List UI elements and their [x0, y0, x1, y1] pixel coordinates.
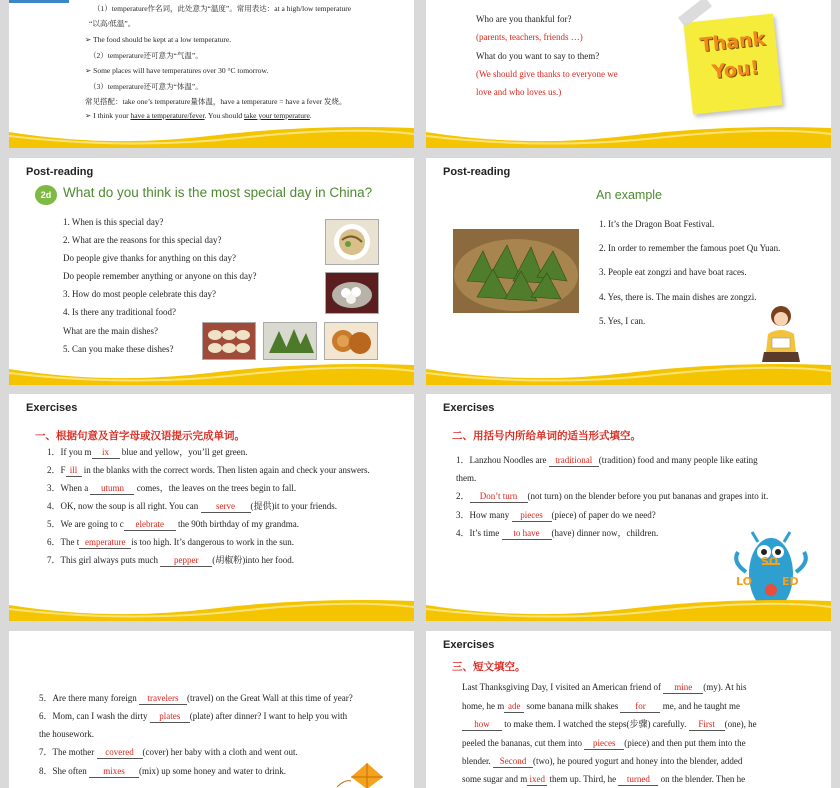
answer-item: 1. It’s the Dragon Boat Festival. [599, 219, 715, 229]
slide-thankful[interactable] [426, 0, 831, 148]
answer-blank[interactable]: serve [201, 500, 251, 513]
question-item: 4. Is there any traditional food? [63, 307, 176, 317]
row-text: 6．The t [47, 537, 80, 547]
row-text: comes，the leaves on the trees begin to fall. [134, 483, 297, 493]
slide-heading: Post-reading [26, 166, 94, 178]
row-text: 8．She often [39, 766, 89, 776]
exercise-row [456, 490, 768, 503]
question-item: Do people give thanks for anything on this day? [63, 253, 236, 263]
row-text: blender. [462, 756, 493, 766]
row-text: (piece) and then put them into the [624, 738, 746, 748]
row-text: in the blanks with the correct words. Then listen again and check your answers. [81, 465, 370, 475]
exercise-row [47, 500, 337, 513]
sentence-text: ➢ I think your [85, 111, 131, 120]
exercise-row [47, 446, 247, 459]
thank-you-note-text [691, 24, 776, 88]
question-item: 2. What are the reasons for this special day? [63, 235, 222, 245]
row-text: (my). At his [703, 682, 747, 692]
yellow-wave-decoration [9, 122, 414, 148]
main-question: What do you think is the most special day in China? [63, 185, 373, 200]
answer-blank[interactable]: emperature [79, 536, 131, 549]
row-text: 7．The mother [39, 747, 97, 757]
section-title: 一、根据句意及首字母或汉语提示完成单词。 [35, 430, 245, 442]
row-text: 4．OK, now the soup is all right. You can [47, 501, 201, 511]
answer-item: 4. Yes, there is. The main dishes are zongzi. [599, 292, 757, 302]
note-line-1: Thank [698, 27, 767, 57]
slide-temperature-notes[interactable] [9, 0, 414, 148]
task-badge: 2d [35, 185, 57, 205]
exercise-row [456, 527, 658, 540]
row-text: 7．This girl always puts much [47, 555, 161, 565]
noodle-soup-photo [325, 219, 379, 265]
row-text: (胡椒粉)into her food. [212, 555, 294, 565]
row-text: on the blender. Then he [658, 774, 746, 784]
reading-girl-icon [756, 304, 806, 364]
exercise-row [39, 765, 286, 778]
row-text: Last Thanksgiving Day, I visited an American friend of [462, 682, 664, 692]
question-item: 1. When is this special day? [63, 217, 164, 227]
row-text: 5．We are going to c [47, 519, 124, 529]
answer-blank[interactable]: Don’t turn [470, 490, 528, 503]
section-title: 三、短文填空。 [452, 661, 526, 673]
answer-blank[interactable]: ix [92, 446, 120, 459]
slide-heading: Exercises [443, 402, 495, 414]
sentence-text: . You should [204, 111, 244, 120]
question-item: Do people remember anything or anyone on this day? [63, 271, 257, 281]
answer-blank[interactable]: turned [618, 773, 658, 786]
exercise-row [39, 692, 353, 705]
mooncake-photo [324, 322, 378, 360]
yellow-wave-decoration [426, 122, 831, 148]
row-text: blue and yellow，you’ll get green. [119, 447, 248, 457]
note-line: ➢ The food should be kept at a low temperature. [85, 35, 232, 44]
row-text: 1．Lanzhou Noodles are [456, 455, 549, 465]
row-text: 2．F [47, 465, 66, 475]
row-text: (two), he poured yogurt and honey into the blender, added [533, 756, 743, 766]
row-text: to make them. I watched the steps(步骤) carefully. [502, 719, 689, 729]
slide-exercises-3[interactable] [9, 631, 414, 788]
answer-blank[interactable]: to have [502, 527, 552, 540]
question-item: 5. Can you make these dishes? [63, 344, 174, 354]
row-text: (mix) up some honey and water to drink. [139, 766, 286, 776]
exercise-row [39, 746, 298, 759]
note-line: （1）temperature作名词，此处意为“温度”。常用表达：at a high/low temperature [93, 4, 352, 13]
row-text: (one), he [724, 719, 757, 729]
zongzi-basket-photo [453, 229, 579, 313]
answer-blank[interactable]: travelers [139, 692, 187, 705]
row-text: some sugar and m [462, 774, 528, 784]
slide-post-reading-questions[interactable] [9, 158, 414, 385]
answer-blank[interactable]: ill [66, 464, 82, 477]
note-line: 常见搭配：take one’s temperature量体温，have a temperature = have a fever 发烧。 [85, 97, 347, 106]
slide-heading: Post-reading [443, 166, 511, 178]
row-text: peeled the bananas, cut them into [462, 738, 585, 748]
exercise-row [47, 518, 299, 531]
passage-line [462, 773, 745, 786]
row-text: 6．Mom, can I wash the dirty [39, 711, 150, 721]
answer-blank[interactable]: covered [97, 746, 143, 759]
row-text: (have) dinner now，children. [551, 528, 659, 538]
row-text: me, and he taught me [660, 701, 740, 711]
sticker-text: LO [736, 575, 752, 588]
row-text: 3．How many [456, 510, 512, 520]
answer-blank[interactable]: pieces [584, 737, 624, 750]
passage-line [462, 755, 742, 768]
answer-blank[interactable]: utumn [90, 482, 134, 495]
row-text: 4．It’s time [456, 528, 502, 538]
exercise-row [456, 509, 656, 522]
row-text: (提供)it to your friends. [250, 501, 337, 511]
answer-text: (parents, teachers, friends …) [476, 32, 583, 42]
answer-blank[interactable]: pieces [512, 509, 552, 522]
top-accent-bar [9, 0, 69, 3]
answer-blank[interactable]: plates [150, 710, 190, 723]
note-line-2: You! [710, 56, 761, 84]
row-text: (travel) on the Great Wall at this time of year? [186, 693, 353, 703]
passage-line [462, 681, 746, 694]
section-title: 二、用括号内所给单词的适当形式填空。 [452, 430, 641, 442]
answer-blank[interactable]: ade [504, 700, 524, 713]
answer-item: 2. In order to remember the famous poet Qu Yuan. [599, 243, 781, 253]
question-item: 3. How do most people celebrate this day? [63, 289, 216, 299]
exercise-row [47, 536, 294, 549]
answer-blank[interactable]: for [620, 700, 660, 713]
yellow-wave-decoration [9, 595, 414, 621]
row-text: 3．When a [47, 483, 91, 493]
slide-exercises-4[interactable] [426, 631, 831, 788]
answer-text: (We should give thanks to everyone we [476, 69, 618, 79]
sticker-text: SO [761, 555, 779, 568]
note-line: （2）temperature还可意为“气温”。 [89, 51, 203, 60]
question-text: Who are you thankful for? [476, 14, 572, 24]
row-text: 1．If you m [47, 447, 92, 457]
yellow-wave-decoration [426, 359, 831, 385]
sticker-text: ED [782, 575, 799, 588]
question-item: What are the main dishes? [63, 326, 158, 336]
example-sentence [85, 111, 312, 121]
slide-heading: Exercises [26, 402, 78, 414]
row-text: (plate) after dinner? I want to help you with [189, 711, 348, 721]
slide-exercises-2[interactable] [426, 394, 831, 621]
row-text: is too high. It’s dangerous to work in the sun. [131, 537, 294, 547]
answer-blank[interactable]: mixes [89, 765, 139, 778]
yellow-wave-decoration [9, 359, 414, 385]
answer-blank[interactable]: First [689, 718, 725, 731]
answer-item: 3. People eat zongzi and have boat races. [599, 267, 747, 277]
row-text: (not turn) on the blender before you put bananas and grapes into it. [527, 491, 769, 501]
answer-blank[interactable]: how [462, 718, 502, 731]
answer-item: 5. Yes, I can. [599, 316, 646, 326]
row-text: them up. Third, he [547, 774, 619, 784]
underlined-phrase: have a temperature/fever [130, 111, 205, 120]
exercise-row [47, 554, 294, 567]
yellow-wave-decoration [426, 595, 831, 621]
dumplings-photo [202, 322, 256, 360]
row-text: (piece) of paper do we need? [551, 510, 656, 520]
exercise-row-continued: the housework. [39, 729, 94, 739]
note-line: ➢ Some places will have temperatures over 30 °C tomorrow. [85, 66, 269, 75]
exercise-row [47, 464, 370, 477]
row-text: 2． [456, 491, 470, 501]
passage-line [462, 718, 757, 731]
kite-icon [327, 759, 407, 788]
sentence-text: . [309, 111, 312, 120]
row-text: 5．Are there many foreign [39, 693, 139, 703]
row-text: the 90th birthday of my grandma. [175, 519, 299, 529]
slide-heading: Exercises [443, 639, 495, 651]
exercise-row [39, 710, 347, 723]
row-text: (cover) her baby with a cloth and went out. [142, 747, 298, 757]
answer-blank[interactable]: mine [663, 681, 703, 694]
passage-line [462, 700, 740, 713]
slide-post-reading-example[interactable] [426, 158, 831, 385]
answer-blank[interactable]: ixed [527, 773, 547, 786]
example-title: An example [596, 188, 663, 202]
exercise-row [47, 482, 296, 495]
zongzi-photo [263, 322, 317, 360]
row-text: (tradition) food and many people like eating [598, 455, 758, 465]
answer-blank[interactable]: traditional [549, 454, 599, 467]
exercise-row-continued: them. [456, 473, 477, 483]
exercise-row [456, 454, 758, 467]
slide-exercises-1[interactable] [9, 394, 414, 621]
row-text: home, he m [462, 701, 505, 711]
answer-blank[interactable]: elebrate [124, 518, 176, 531]
row-text: some banana milk shakes [524, 701, 621, 711]
answer-text: love and who loves us.) [476, 87, 562, 97]
note-line: （3）temperature还可意为“体温”。 [89, 82, 203, 91]
question-text: What do you want to say to them? [476, 51, 600, 61]
passage-line [462, 737, 746, 750]
note-line: “以高/低温”。 [89, 19, 136, 28]
underlined-phrase: take your temperature [243, 111, 310, 120]
tangyuan-photo [325, 272, 379, 314]
answer-blank[interactable]: pepper [160, 554, 212, 567]
answer-blank[interactable]: Second [493, 755, 533, 768]
